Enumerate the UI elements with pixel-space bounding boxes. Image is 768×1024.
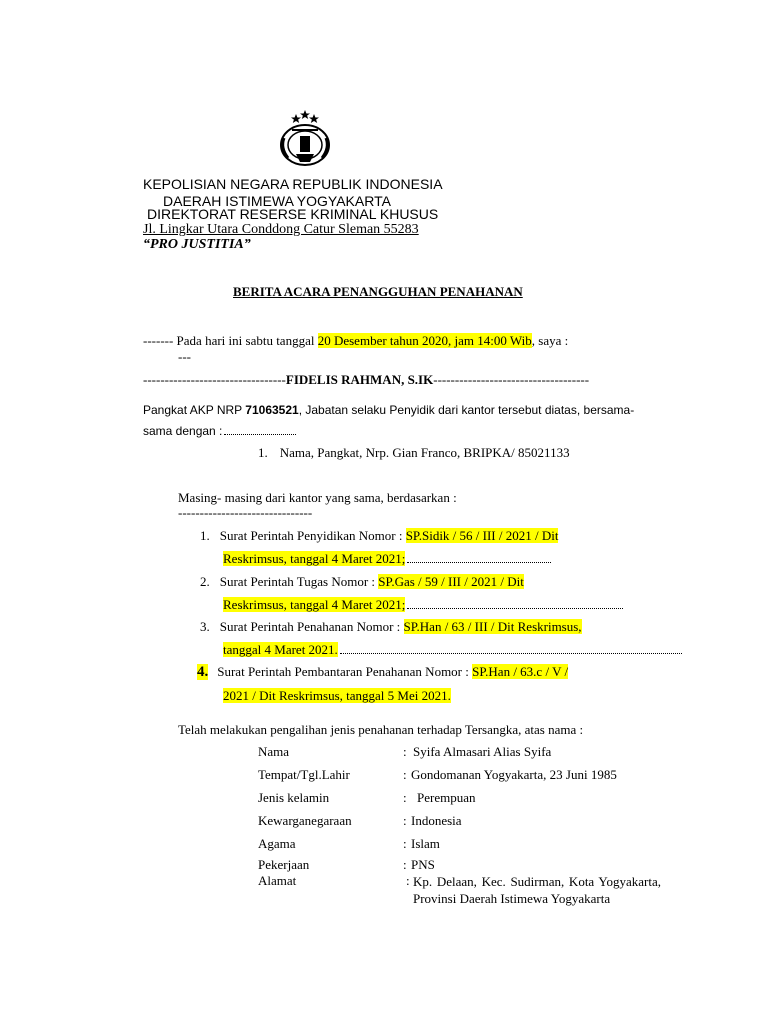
- basis-item-2-label: Surat Perintah Tugas Nomor :: [219, 574, 379, 589]
- field-label-occupation: Pekerjaan: [258, 857, 310, 872]
- companion-number: 1.: [258, 445, 268, 460]
- rank-prefix: Pangkat AKP NRP: [143, 403, 246, 417]
- basis-item-3-label: Surat Perintah Penahanan Nomor :: [219, 619, 404, 634]
- basis-dashes: -------------------------------: [178, 505, 313, 520]
- basis-item-2-number: 2.: [200, 574, 210, 589]
- rank-nrp: 71063521: [245, 403, 299, 417]
- field-colon: :: [403, 836, 407, 851]
- field-label-address: Alamat: [258, 873, 297, 888]
- dotted-fill: [340, 652, 682, 654]
- basis-item-4-ref-2: 2021 / Dit Reskrimsus, tanggal 5 Mei 2021.: [223, 688, 451, 703]
- field-label-nama: Nama: [258, 744, 290, 759]
- basis-item-1-number: 1.: [200, 528, 210, 543]
- basis-item-2: [200, 574, 524, 590]
- basis-item-1: [200, 528, 558, 544]
- field-value-nationality: Indonesia: [411, 813, 462, 828]
- basis-item-2-ref: SP.Gas / 59 / III / 2021 / Dit: [378, 574, 524, 589]
- basis-item-3-cont: [223, 642, 682, 658]
- field-value-occupation: PNS: [411, 857, 435, 872]
- document-title: BERITA ACARA PENANGGUHAN PENAHANAN: [233, 284, 523, 299]
- opening-dashes: ---: [178, 349, 191, 364]
- basis-item-1-cont: [223, 551, 551, 567]
- opening-suffix: , saya :: [531, 333, 569, 348]
- basis-item-2-cont: [223, 597, 623, 613]
- field-label-ttl: Tempat/Tgl.Lahir: [258, 767, 350, 782]
- rank-suffix: , Jabatan selaku Penyidik dari kantor tersebut diatas, bersama-: [298, 403, 635, 417]
- basis-item-2-ref-2: Reskrimsus, tanggal 4 Maret 2021;: [223, 597, 406, 612]
- field-value-nama: Syifa Almasari Alias Syifa: [413, 744, 552, 759]
- basis-item-4-cont: [223, 688, 451, 704]
- opening-date: 20 Desember tahun 2020, jam 14:00 Wib: [317, 333, 532, 348]
- pro-justitia: “PRO JUSTITIA”: [143, 237, 251, 252]
- field-colon: :: [406, 873, 410, 888]
- basis-item-3-ref-2: tanggal 4 Maret 2021.: [223, 642, 338, 657]
- field-label-gender: Jenis kelamin: [258, 790, 330, 805]
- dotted-fill: [407, 561, 551, 563]
- field-value-address: Kp. Delaan, Kec. Sudirman, Kota Yogyakarta, Provinsi Daerah Istimewa Yogyakarta: [413, 874, 661, 906]
- institution-line-2: DAERAH ISTIMEWA YOGYAKARTA: [163, 193, 391, 209]
- dotted-fill: [407, 607, 623, 609]
- opening-line: [143, 333, 568, 349]
- basis-item-3-ref: SP.Han / 63 / III / Dit Reskrimsus,: [403, 619, 582, 634]
- institution-address: Jl. Lingkar Utara Conddong Catur Sleman 55283: [143, 222, 419, 237]
- field-value-ttl: Gondomanan Yogyakarta, 23 Juni 1985: [411, 767, 617, 782]
- officer-dashes-left: ---------------------------------: [143, 372, 286, 387]
- basis-intro: Masing- masing dari kantor yang sama, berdasarkan :: [178, 490, 457, 505]
- transfer-statement: Telah melakukan pengalihan jenis penahanan terhadap Tersangka, atas nama :: [178, 722, 584, 737]
- institution-line-3: DIREKTORAT RESERSE KRIMINAL KHUSUS: [147, 206, 439, 222]
- basis-item-4-ref: SP.Han / 63.c / V /: [472, 664, 569, 679]
- field-colon: :: [403, 790, 407, 805]
- basis-item-1-label: Surat Perintah Penyidikan Nomor :: [219, 528, 406, 543]
- field-label-religion: Agama: [258, 836, 296, 851]
- officer-dashes-right: ------------------------------------: [433, 372, 590, 387]
- rank-line-2: [143, 424, 296, 438]
- rank-line-2-text: sama dengan :: [143, 424, 223, 438]
- rank-line-1: [143, 403, 634, 417]
- field-colon: :: [403, 813, 407, 828]
- police-emblem: [272, 108, 334, 170]
- basis-item-3: [200, 619, 582, 635]
- field-value-gender: Perempuan: [417, 790, 476, 805]
- officer-line: [143, 372, 589, 388]
- basis-item-1-ref: SP.Sidik / 56 / III / 2021 / Dit: [405, 528, 559, 543]
- opening-prefix: ------- Pada hari ini sabtu tanggal: [143, 333, 318, 348]
- officer-name: FIDELIS RAHMAN, S.IK: [285, 372, 434, 387]
- field-colon: :: [403, 767, 407, 782]
- companion-text: Nama, Pangkat, Nrp. Gian Franco, BRIPKA/ 85021133: [279, 445, 570, 460]
- basis-item-3-number: 3.: [200, 619, 210, 634]
- basis-item-4-number: 4.: [197, 664, 209, 680]
- dotted-fill: [224, 433, 296, 435]
- field-label-nationality: Kewarganegaraan: [258, 813, 352, 828]
- institution-line-1: KEPOLISIAN NEGARA REPUBLIK INDONESIA: [143, 176, 443, 192]
- field-colon: :: [403, 857, 407, 872]
- field-colon: :: [403, 744, 407, 759]
- basis-item-1-ref-2: Reskrimsus, tanggal 4 Maret 2021;: [223, 551, 406, 566]
- basis-item-4-label: Surat Perintah Pembantaran Penahanan Nomor :: [217, 664, 473, 679]
- basis-item-4: [197, 664, 568, 681]
- field-value-religion: Islam: [411, 836, 440, 851]
- companion-item: [258, 445, 570, 461]
